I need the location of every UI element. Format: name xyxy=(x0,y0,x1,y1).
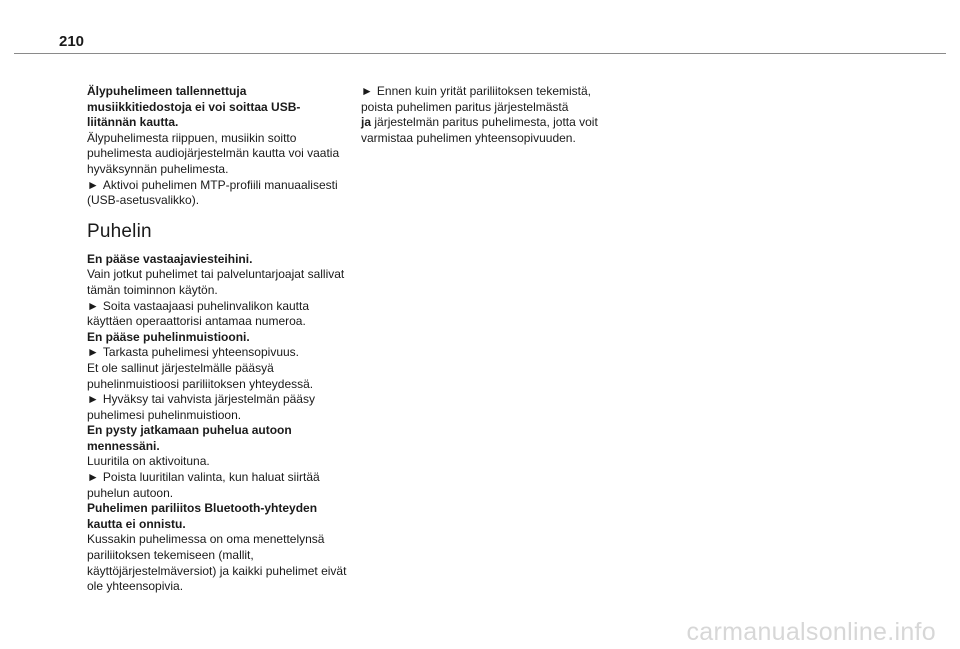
call-transfer-body: Luuritila on aktivoituna. xyxy=(87,454,210,469)
bullet-text-bold: ja xyxy=(361,115,372,130)
section-title-phone: Puhelin xyxy=(87,220,152,242)
bluetooth-pairing-heading: Puhelimen pariliitos Bluetooth-yhteyden kautta ei onnistu. xyxy=(87,501,318,531)
pairing-reset-bullet xyxy=(361,84,611,146)
bluetooth-pairing-body: Kussakin puhelimessa on oma menettelynsä pariliitoksen tekemiseen (mallit, käyttöjärjestelmäversiot) ja kaikki puhelimet eivät ole yhteensopivia. xyxy=(87,532,347,594)
bullet-text: Hyväksy tai vahvista järjestelmän pääsy puhelimesi puhelinmuistioon. xyxy=(87,392,315,422)
voicemail-heading: En pääse vastaajaviesteihini. xyxy=(87,251,253,266)
bullet-text-part-2: järjestelmän paritus puhelimesta, jotta voit varmistaa puhelimen yhteensopivuuden. xyxy=(361,115,598,145)
phonebook-bullet-1 xyxy=(87,345,347,361)
phonebook-heading: En pääse puhelinmuistiooni. xyxy=(87,329,250,344)
left-column xyxy=(87,84,347,595)
voicemail-body: Vain jotkut puhelimet tai palveluntarjoajat sallivat tämän toiminnon käytön. xyxy=(87,267,345,297)
bullet-arrow-icon: ► xyxy=(87,470,99,485)
bullet-arrow-icon: ► xyxy=(87,392,99,407)
call-transfer-heading: En pysty jatkamaan puhelua autoon mennessäni. xyxy=(87,423,292,453)
bullet-arrow-icon: ► xyxy=(87,298,99,313)
voicemail-bullet xyxy=(87,299,347,330)
usb-music-heading: Älypuhelimeen tallennettuja musiikkitiedostoja ei voi soittaa USB-liitännän kautta. xyxy=(87,84,301,130)
bullet-text: Tarkasta puhelimesi yhteensopivuus. xyxy=(102,345,299,360)
phonebook-bullet-2 xyxy=(87,392,347,423)
bullet-text: Aktivoi puhelimen MTP-profiili manuaalisesti (USB-asetusvalikko). xyxy=(87,177,338,208)
page-number: 210 xyxy=(59,33,85,50)
call-transfer-bullet xyxy=(87,470,347,501)
watermark: carmanualsonline.info xyxy=(686,618,936,646)
phonebook-body: Et ole sallinut järjestelmälle pääsyä puhelinmuistioosi pariliitoksen yhteydessä. xyxy=(87,360,314,391)
bullet-text: Poista luuritilan valinta, kun haluat siirtää puhelun autoon. xyxy=(87,470,320,500)
header-divider xyxy=(14,53,946,54)
bullet-text-part-1: Ennen kuin yrität pariliitoksen tekemistä, poista puhelimen paritus järjestelmästä xyxy=(361,84,591,114)
bullet-text: Soita vastaajaasi puhelinvalikon kautta käyttäen operaattorisi antamaa numeroa. xyxy=(87,298,310,329)
usb-music-body: Älypuhelimesta riippuen, musiikin soitto puhelimesta audiojärjestelmän kautta voi vaatia hyväksynnän puhelimesta. xyxy=(87,130,340,176)
bullet-arrow-icon: ► xyxy=(87,345,99,360)
bullet-arrow-icon: ► xyxy=(361,84,373,98)
usb-music-bullet xyxy=(87,178,347,209)
right-column xyxy=(361,84,611,146)
bullet-arrow-icon: ► xyxy=(87,177,99,192)
